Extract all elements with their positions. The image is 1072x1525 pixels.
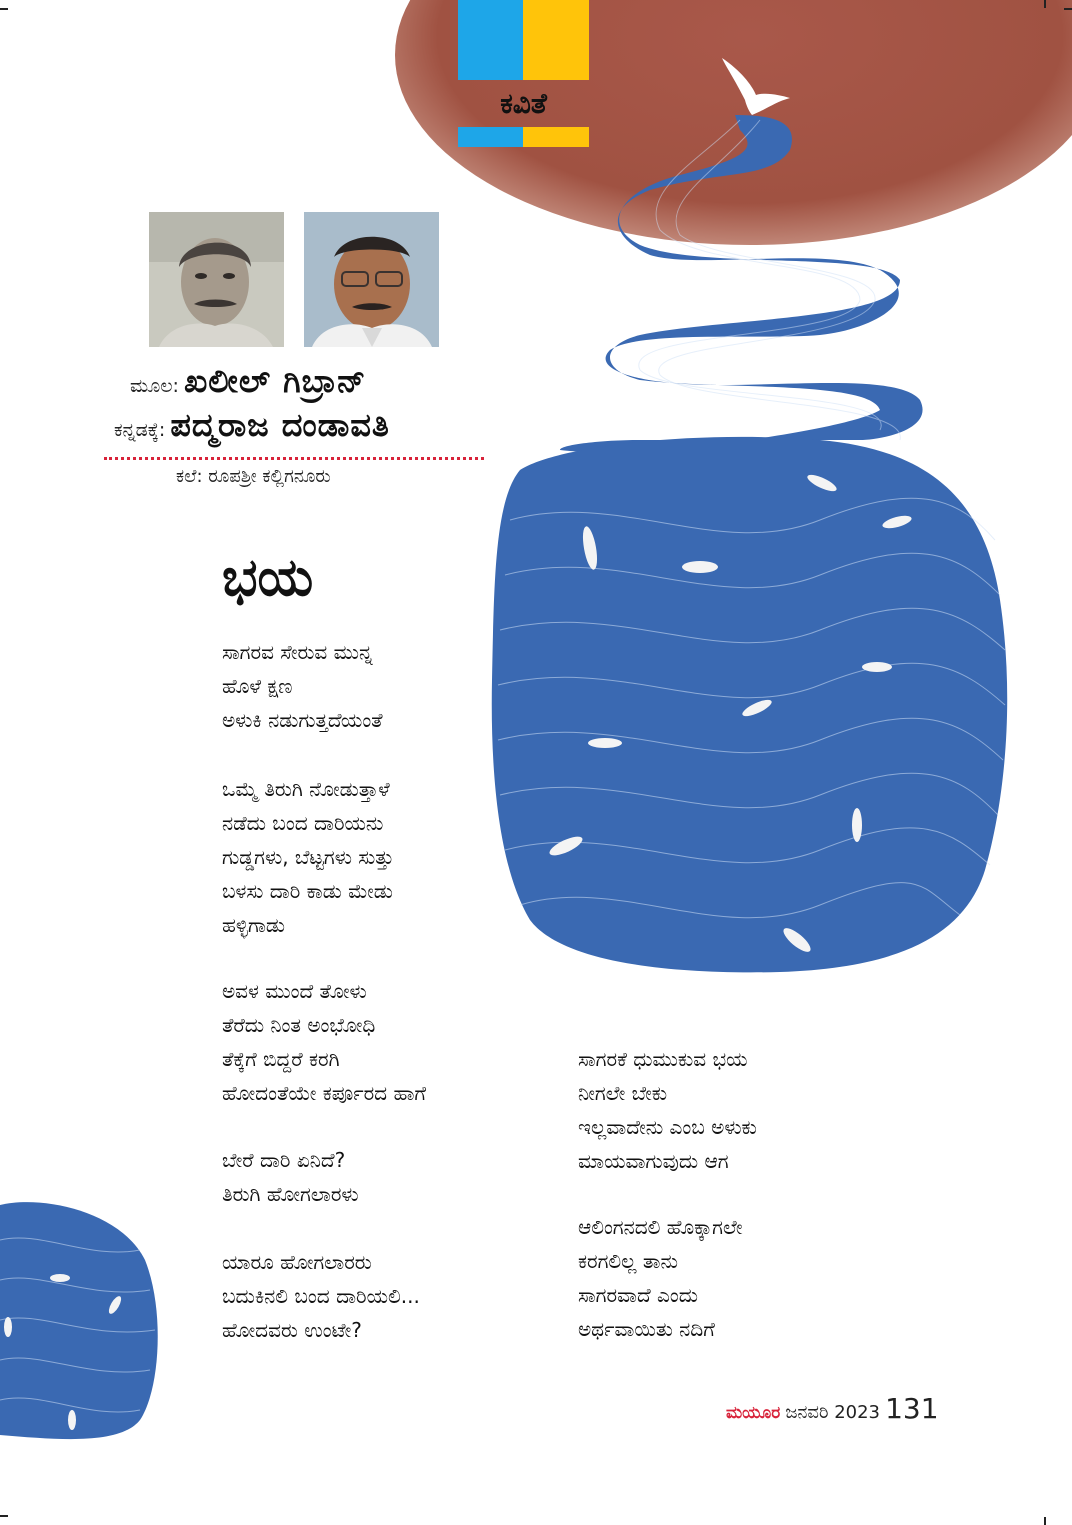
poem-line: ಅರ್ಥವಾಯಿತು ನದಿಗೆ [578, 1317, 715, 1341]
poem-line: ಹೋದಂತೆಯೇ ಕರ್ಪೂರದ ಹಾಗೆ [222, 1081, 426, 1105]
translator-label: ಕನ್ನಡಕ್ಕೆ: [114, 419, 166, 441]
magazine-name: ಮಯೂರ [726, 1403, 781, 1423]
author-portrait-drawing [149, 212, 284, 347]
poem-line: ಆಲಿಂಗನದಲಿ ಹೊಕ್ಕಾಗಲೇ [578, 1215, 743, 1239]
crop-mark [1044, 0, 1046, 8]
poem-line: ತಿರುಗಿ ಹೋಗಲಾರಳು [222, 1182, 359, 1206]
poem-line: ಮಾಯವಾಗುವುದು ಆಗ [578, 1149, 729, 1173]
stanza-7 [578, 1210, 742, 1346]
poem-line: ಗುಡ್ಡಗಳು, ಬೆಟ್ಟಗಳು ಸುತ್ತು [222, 845, 394, 869]
poem-line: ಅಳುಕಿ ನಡುಗುತ್ತದೆಯಂತೆ [222, 708, 383, 732]
crop-mark [1044, 1517, 1046, 1525]
poem-line: ಇಲ್ಲವಾದೇನು ಎಂಬ ಅಳುಕು [578, 1115, 757, 1139]
poem-line: ಬಳಸು ದಾರಿ ಕಾಡು ಮೇಡು [222, 879, 393, 903]
translator-portrait-drawing [304, 212, 439, 347]
poem-line: ನೀಗಲೇ ಬೇಕು [578, 1081, 668, 1105]
dotted-divider [104, 457, 484, 460]
issue-month: ಜನವರಿ 2023 [785, 1402, 881, 1423]
section-label: ಕವಿತೆ [500, 87, 547, 120]
original-author-credit [130, 362, 366, 401]
author-portrait [149, 212, 284, 347]
poem-line: ಹೊಳೆ ಕ್ಷಣ [222, 674, 293, 698]
stanza-6 [578, 1042, 757, 1178]
crop-mark [1064, 8, 1072, 10]
poem-line: ಸಾಗರವಾದೆ ಎಂದು [578, 1283, 699, 1307]
poem-line: ಯಾರೂ ಹೋಗಲಾರರು [222, 1250, 372, 1274]
poem-title: ಭಯ [222, 548, 314, 608]
poem-line: ಕರಗಲಿಲ್ಲ ತಾನು [578, 1249, 678, 1273]
badge-blue-bar [458, 127, 523, 147]
poem-line: ಬೇರೆ ದಾರಿ ಏನಿದೆ? [222, 1148, 346, 1172]
stanza-2 [222, 772, 394, 942]
translator-credit [114, 406, 390, 445]
stanza-1 [222, 635, 383, 737]
badge-blue-block [458, 0, 523, 80]
art-credit: ಕಲೆ: ರೂಪಶ್ರೀ ಕಲ್ಲಿಗನೂರು [176, 466, 331, 487]
poem-line: ಅವಳ ಮುಂದೆ ತೋಳು [222, 979, 367, 1003]
crop-mark [0, 8, 8, 10]
poem-line: ಬದುಕಿನಲಿ ಬಂದ ದಾರಿಯಲಿ... [222, 1284, 420, 1308]
crop-mark [0, 1515, 8, 1517]
poem-line: ಹಳ್ಳಿಗಾಡು [222, 913, 285, 937]
poem-line: ಸಾಗರಕೆ ಧುಮುಕುವ ಭಯ [578, 1047, 748, 1071]
page-footer [726, 1392, 939, 1425]
translator-portrait [304, 212, 439, 347]
poem-line: ತೆರೆದು ನಿಂತ ಅಂಭೋಧಿ [222, 1013, 376, 1037]
poem-line: ಹೋದವರು ಉಂಟೇ? [222, 1318, 362, 1342]
poem-line: ಸಾಗರವ ಸೇರುವ ಮುನ್ನ [222, 640, 373, 664]
badge-yellow-bar [523, 127, 589, 147]
stanza-5 [222, 1245, 420, 1347]
poem-line: ನಡೆದು ಬಂದ ದಾರಿಯನು [222, 811, 384, 835]
translator-name: ಪದ್ಮರಾಜ ದಂಡಾವತಿ [170, 406, 390, 444]
stanza-3 [222, 974, 426, 1110]
original-author-name: ಖಲೀಲ್ ಗಿಬ್ರಾನ್ [184, 362, 367, 400]
poem-line: ತೆಕ್ಕೆಗೆ ಬಿದ್ದರೆ ಕರಗಿ [222, 1047, 340, 1071]
ocean-shape [492, 437, 1007, 973]
stanza-4 [222, 1143, 359, 1211]
page-number: 131 [885, 1392, 939, 1425]
original-label: ಮೂಲ: [130, 375, 179, 397]
poem-line: ಒಮ್ಮೆ ತಿರುಗಿ ನೋಡುತ್ತಾಳೆ [222, 777, 390, 801]
badge-yellow-block [523, 0, 589, 80]
